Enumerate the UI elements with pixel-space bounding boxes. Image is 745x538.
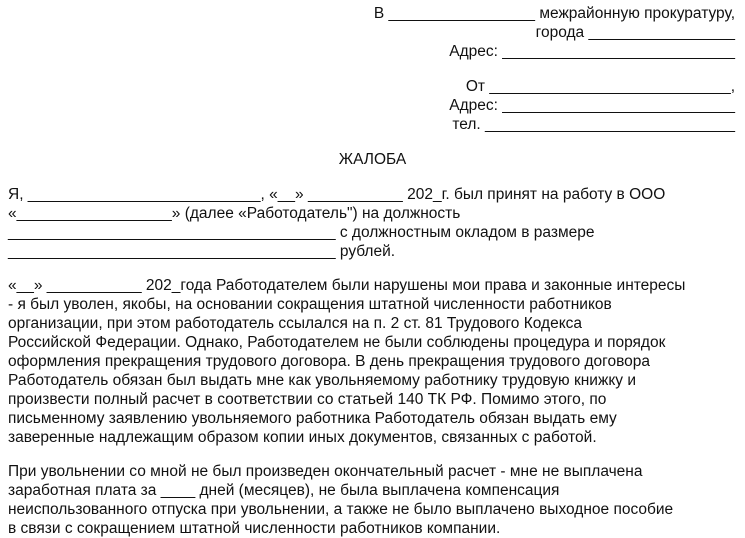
addressee-prosecutor-line: В _________________ межрайонную прокуратуру, bbox=[373, 5, 735, 22]
paragraph-line: Российской Федерации. Однако, Работодателем не были соблюдены процедура и порядок bbox=[8, 334, 666, 351]
addressee-address-line: Адрес: ___________________________ bbox=[449, 43, 735, 60]
paragraph-line: организации, при этом работодатель ссылался на п. 2 ст. 81 Трудового Кодекса bbox=[8, 315, 583, 332]
paragraph-line: в связи с сокращением штатной численности работников компании. bbox=[8, 520, 501, 537]
paragraph-line: неиспользованного отпуска при увольнении, а также не было выплачено выходное пособие bbox=[8, 501, 674, 518]
addressee-city-line: города _________________ bbox=[535, 24, 735, 41]
paragraph-line: заработная плата за ____ дней (месяцев), не была выплачена компенсация bbox=[8, 482, 560, 499]
intro-line: Я, ___________________________, «__» ___________ 202_г. был принят на работу в ООО bbox=[8, 186, 666, 203]
paragraph-line: заверенные надлежащим образом копии иных документов, связанных с работой. bbox=[8, 429, 597, 446]
paragraph-line: При увольнении со мной не был произведен окончательный расчет - мне не выплачена bbox=[8, 463, 643, 480]
paragraph-line: оформления прекращения трудового договора. В день прекращения трудового договора bbox=[8, 353, 651, 370]
sender-name-line: От ____________________________, bbox=[465, 78, 735, 95]
paragraph-line: - я был уволен, якобы, на основании сокращения штатной численности работников bbox=[8, 296, 612, 313]
intro-line: «__________________» (далее «Работодатель") на должность bbox=[8, 205, 461, 222]
paragraph-line: произвести полный расчет в соответствии со статьей 140 ТК РФ. Помимо этого, по bbox=[8, 391, 607, 408]
paragraph-line: письменному заявлению увольняемого работника Работодатель обязан выдать ему bbox=[8, 410, 617, 427]
sender-address-line: Адрес: ___________________________ bbox=[449, 97, 735, 114]
paragraph-line: Работодатель обязан был выдать мне как увольняемому работнику трудовую книжку и bbox=[8, 372, 636, 389]
intro-line: ______________________________________ с должностным окладом в размере bbox=[8, 224, 595, 241]
intro-line: ______________________________________ рублей. bbox=[8, 243, 396, 260]
sender-phone-line: тел. _____________________________ bbox=[452, 116, 735, 133]
paragraph-line: «__» ___________ 202_года Работодателем были нарушены мои права и законные интересы bbox=[8, 277, 686, 294]
document-title: ЖАЛОБА bbox=[338, 151, 407, 168]
